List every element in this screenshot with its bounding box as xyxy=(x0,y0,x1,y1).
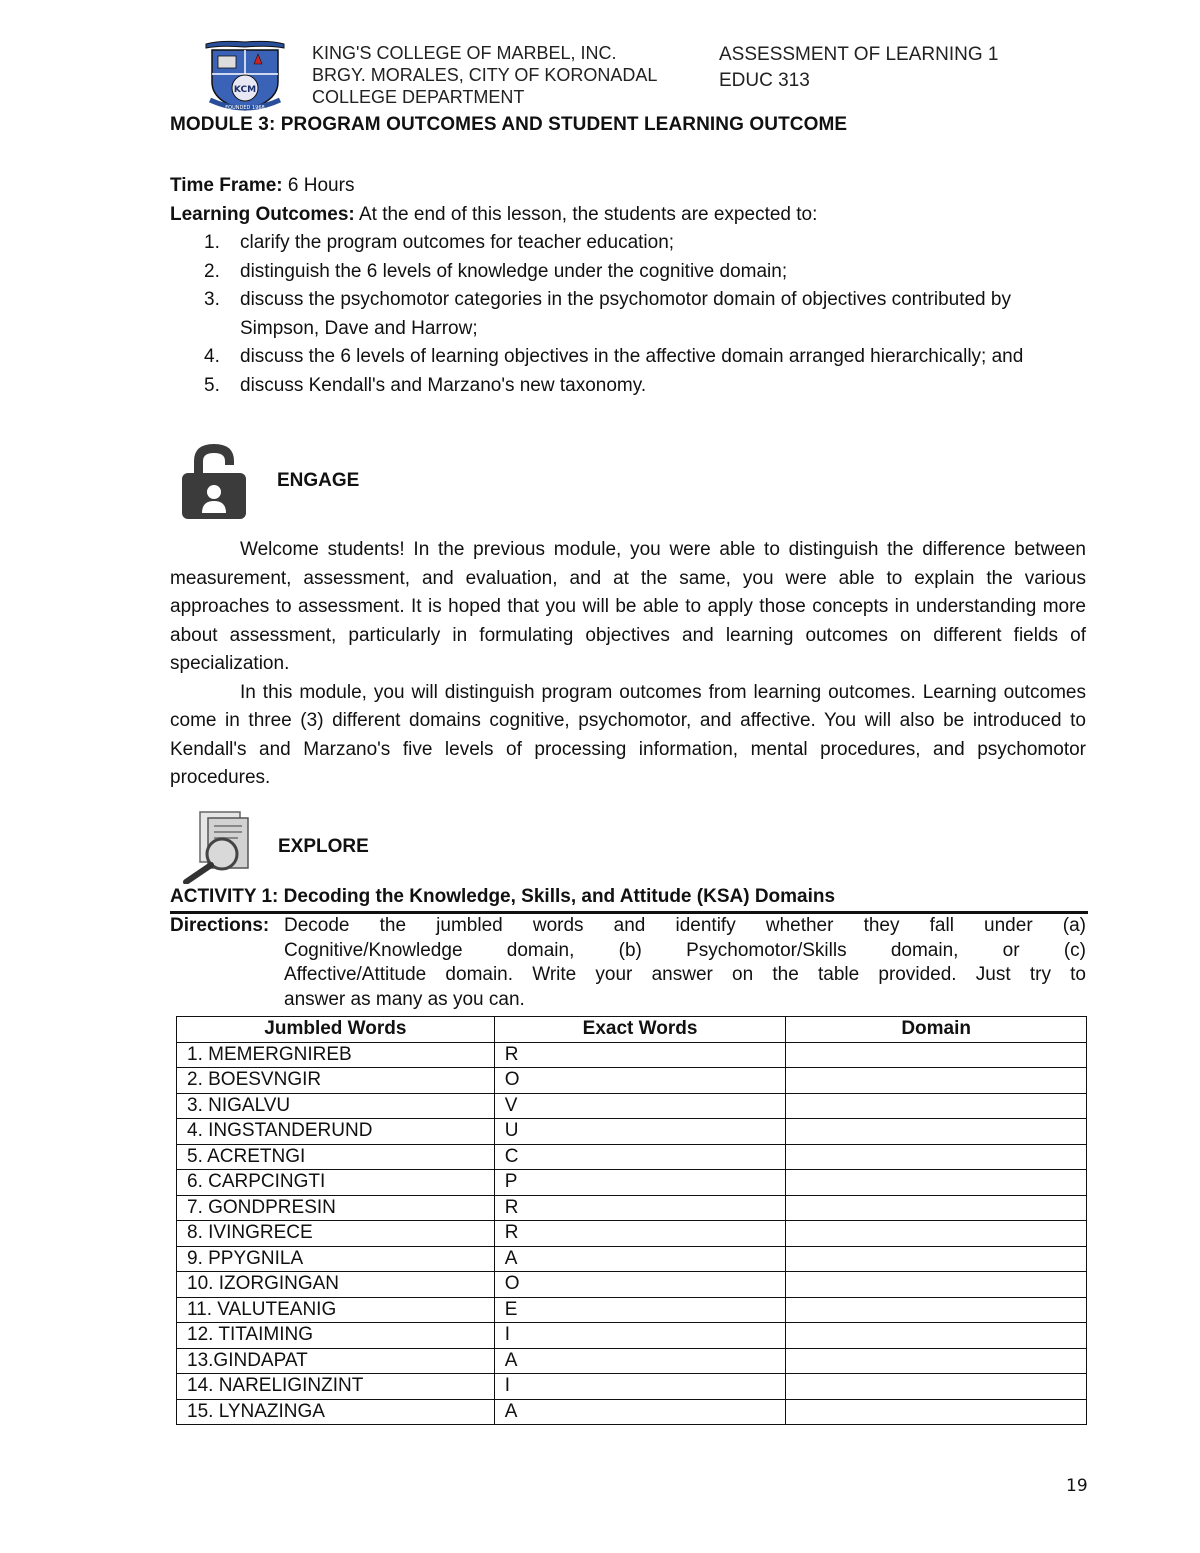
table-row xyxy=(177,1119,1087,1145)
page-number: 19 xyxy=(1066,1476,1088,1496)
directions-label: Directions: xyxy=(170,915,270,936)
institution-name: KING'S COLLEGE OF MARBEL, INC. xyxy=(312,43,617,63)
jumbled-word-cell: 2. BOESVNGIR xyxy=(177,1068,495,1094)
domain-cell[interactable] xyxy=(786,1374,1087,1400)
time-frame xyxy=(170,172,1090,201)
domain-cell[interactable] xyxy=(786,1093,1087,1119)
table-row xyxy=(177,1170,1087,1196)
table-row xyxy=(177,1323,1087,1349)
header-exact-words: Exact Words xyxy=(494,1017,786,1043)
crest-founded: FOUNDED 1968 xyxy=(225,105,265,111)
exact-word-cell[interactable]: A xyxy=(494,1348,786,1374)
exact-word-cell[interactable]: A xyxy=(494,1399,786,1425)
exact-word-cell[interactable]: R xyxy=(494,1195,786,1221)
directions-line: Decode the jumbled words and identify whether they fall under (a) xyxy=(284,915,1086,936)
list-item-number: 5. xyxy=(204,374,220,396)
domain-cell[interactable] xyxy=(786,1068,1087,1094)
exact-word-cell[interactable]: V xyxy=(494,1093,786,1119)
jumbled-word-cell: 13.GINDAPAT xyxy=(177,1348,495,1374)
list-item-text: discuss Kendall's and Marzano's new taxonomy. xyxy=(240,374,647,396)
list-item xyxy=(170,258,1090,287)
learning-outcomes-label: Learning Outcomes: xyxy=(170,203,355,225)
learning-outcomes-intro xyxy=(170,201,1090,230)
exact-word-cell[interactable]: U xyxy=(494,1119,786,1145)
jumbled-word-cell: 7. GONDPRESIN xyxy=(177,1195,495,1221)
domain-cell[interactable] xyxy=(786,1042,1087,1068)
ksa-activity-table xyxy=(176,1016,1087,1425)
domain-cell[interactable] xyxy=(786,1399,1087,1425)
exact-word-cell[interactable]: I xyxy=(494,1374,786,1400)
directions-line: Affective/Attitude domain. Write your answer on the table provided. Just try to xyxy=(284,964,1086,985)
domain-cell[interactable] xyxy=(786,1246,1087,1272)
activity-title: ACTIVITY 1: Decoding the Knowledge, Skills, and Attitude (KSA) Domains xyxy=(170,886,1088,914)
course-code: EDUC 313 xyxy=(719,70,810,91)
list-item xyxy=(170,372,1090,401)
table-row xyxy=(177,1348,1087,1374)
domain-cell[interactable] xyxy=(786,1297,1087,1323)
learning-outcomes-list xyxy=(170,229,1090,400)
domain-cell[interactable] xyxy=(786,1221,1087,1247)
learning-outcomes-section xyxy=(170,172,1090,400)
domain-cell[interactable] xyxy=(786,1323,1087,1349)
domain-cell[interactable] xyxy=(786,1144,1087,1170)
jumbled-word-cell: 6. CARPCINGTI xyxy=(177,1170,495,1196)
engage-text xyxy=(170,536,1086,793)
domain-cell[interactable] xyxy=(786,1195,1087,1221)
domain-cell[interactable] xyxy=(786,1272,1087,1298)
explore-heading: EXPLORE xyxy=(278,836,369,857)
crest-initials: KCM xyxy=(233,85,257,95)
learning-outcomes-intro-text: At the end of this lesson, the students are expected to: xyxy=(354,203,818,225)
list-item-text: discuss the psychomotor categories in the psychomotor domain of objectives contributed by Simpson, Dave and Harrow; xyxy=(240,289,1011,339)
table-row xyxy=(177,1297,1087,1323)
exact-word-cell[interactable]: E xyxy=(494,1297,786,1323)
jumbled-word-cell: 4. INGSTANDERUND xyxy=(177,1119,495,1145)
table-row xyxy=(177,1399,1087,1425)
exact-word-cell[interactable]: O xyxy=(494,1068,786,1094)
jumbled-word-cell: 12. TITAIMING xyxy=(177,1323,495,1349)
padlock-icon xyxy=(180,441,248,521)
jumbled-word-cell: 9. PPYGNILA xyxy=(177,1246,495,1272)
table-row xyxy=(177,1221,1087,1247)
exact-word-cell[interactable]: I xyxy=(494,1323,786,1349)
jumbled-word-cell: 8. IVINGRECE xyxy=(177,1221,495,1247)
table-row xyxy=(177,1093,1087,1119)
exact-word-cell[interactable]: O xyxy=(494,1272,786,1298)
institution-info xyxy=(312,42,657,108)
engage-heading: ENGAGE xyxy=(277,470,360,491)
table-row xyxy=(177,1272,1087,1298)
table-row xyxy=(177,1195,1087,1221)
directions-line: answer as many as you can. xyxy=(284,988,525,1010)
list-item xyxy=(170,343,1090,372)
list-item-number: 1. xyxy=(204,232,220,253)
school-crest-icon xyxy=(200,38,290,114)
exact-word-cell[interactable]: R xyxy=(494,1221,786,1247)
table-row xyxy=(177,1246,1087,1272)
engage-paragraph-2: In this module, you will distinguish program outcomes from learning outcomes. Learning outcomes come in three (3) different domains cognitive, psychomotor, and affective. You will also be introduced to Kendall's and Marzano's five levels of processing information, mental procedures, and psychomotor procedures. xyxy=(170,681,1086,788)
course-info xyxy=(719,42,998,94)
domain-cell[interactable] xyxy=(786,1348,1087,1374)
time-frame-value: 6 Hours xyxy=(282,175,355,196)
magnifier-document-icon xyxy=(178,810,258,884)
jumbled-word-cell: 10. IZORGINGAN xyxy=(177,1272,495,1298)
exact-word-cell[interactable]: P xyxy=(494,1170,786,1196)
jumbled-word-cell: 11. VALUTEANIG xyxy=(177,1297,495,1323)
list-item-number: 2. xyxy=(204,260,220,282)
table-row xyxy=(177,1144,1087,1170)
jumbled-word-cell: 14. NARELIGINZINT xyxy=(177,1374,495,1400)
list-item-text: discuss the 6 levels of learning objectives in the affective domain arranged hierarchically; and xyxy=(240,346,1024,367)
institution-address: BRGY. MORALES, CITY OF KORONADAL xyxy=(312,65,658,85)
jumbled-word-cell: 1. MEMERGNIREB xyxy=(177,1042,495,1068)
exact-word-cell[interactable]: C xyxy=(494,1144,786,1170)
table-row xyxy=(177,1374,1087,1400)
directions-line: Cognitive/Knowledge domain, (b) Psychomotor/Skills domain, or (c) xyxy=(284,939,1086,961)
domain-cell[interactable] xyxy=(786,1119,1087,1145)
table-row xyxy=(177,1042,1087,1068)
domain-cell[interactable] xyxy=(786,1170,1087,1196)
jumbled-word-cell: 5. ACRETNGI xyxy=(177,1144,495,1170)
jumbled-word-cell: 15. LYNAZINGA xyxy=(177,1399,495,1425)
course-title: ASSESSMENT OF LEARNING 1 xyxy=(719,44,999,65)
exact-word-cell[interactable]: R xyxy=(494,1042,786,1068)
list-item-number: 4. xyxy=(204,346,220,367)
header-domain: Domain xyxy=(786,1017,1087,1043)
header-jumbled-words: Jumbled Words xyxy=(177,1017,495,1043)
activity-directions xyxy=(170,914,1086,1012)
jumbled-word-cell: 3. NIGALVU xyxy=(177,1093,495,1119)
engage-paragraph-1: Welcome students! In the previous module, you were able to distinguish the difference between measurement, assessment, and evaluation, and at the same, you were able to explain the various approaches to assessment. It is hoped that you will be able to apply those concepts in understanding more about assessment, particularly in formulating objectives and learning outcomes on different fields of specialization. xyxy=(170,539,1086,674)
list-item xyxy=(170,229,1090,258)
institution-department: COLLEGE DEPARTMENT xyxy=(312,87,525,107)
list-item-text: clarify the program outcomes for teacher education; xyxy=(240,232,675,253)
exact-word-cell[interactable]: A xyxy=(494,1246,786,1272)
table-header-row xyxy=(177,1017,1087,1043)
list-item-number: 3. xyxy=(204,289,220,310)
list-item xyxy=(170,286,1090,343)
list-item-text: distinguish the 6 levels of knowledge under the cognitive domain; xyxy=(240,260,788,282)
table-row xyxy=(177,1068,1087,1094)
time-frame-label: Time Frame: xyxy=(170,175,283,196)
module-title: MODULE 3: PROGRAM OUTCOMES AND STUDENT LEARNING OUTCOME xyxy=(170,114,848,135)
